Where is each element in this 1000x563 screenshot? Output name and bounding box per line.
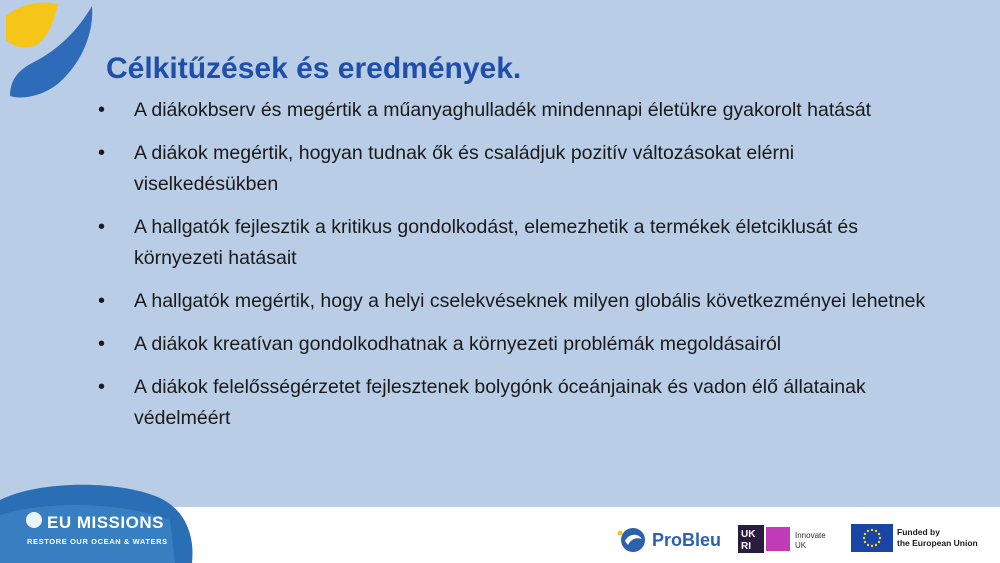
bullet-icon: •	[98, 99, 106, 121]
innovate-uk-label	[795, 531, 826, 551]
list-item	[98, 329, 928, 360]
innovate-line-1: Innovate	[795, 531, 826, 540]
eu-missions-subtitle: RESTORE OUR OCEAN & WATERS	[27, 537, 168, 546]
project-logo-icon	[0, 0, 100, 100]
list-item-text: A diákok felelősségérzetet fejlesztenek bolygónk óceánjainak és vadon élő állatainak védelméért	[134, 376, 866, 429]
eu-missions-title: EU MISSIONS	[47, 513, 164, 532]
ukri-logo-icon	[738, 525, 792, 553]
list-item	[98, 138, 928, 200]
list-item-text: A hallgatók megértik, hogy a helyi cselekvéseknek milyen globális következményei lehetnek	[134, 290, 926, 312]
list-item	[98, 95, 928, 126]
list-item-text: A diákok megértik, hogyan tudnak ők és családjuk pozitív változásokat elérni viselkedésükben	[134, 142, 795, 195]
list-item-text: A diákokbserv és megértik a műanyaghulladék mindennapi életükre gyakorolt hatását	[134, 99, 872, 121]
bullet-icon: •	[98, 376, 106, 398]
bullet-icon: •	[98, 333, 106, 355]
probleu-label: ProBleu	[652, 530, 722, 550]
funded-line-2: the European Union	[897, 538, 978, 548]
list-item	[98, 372, 928, 434]
slide-title: Célkitűzések és eredmények.	[106, 52, 522, 85]
bullet-icon: •	[98, 216, 106, 238]
svg-text:RI: RI	[741, 541, 751, 552]
objectives-list	[98, 95, 928, 446]
svg-text:UK: UK	[741, 529, 756, 540]
bullet-icon: •	[98, 142, 106, 164]
probleu-logo-icon	[616, 525, 650, 555]
funded-by-eu-label	[897, 527, 978, 549]
list-item-text: A hallgatók fejlesztik a kritikus gondolkodást, elemezhetik a termékek életciklusát és környezeti hatásait	[134, 216, 859, 269]
innovate-line-2: UK	[795, 541, 807, 550]
bullet-icon: •	[98, 290, 106, 312]
list-item	[98, 286, 928, 317]
list-item-text: A diákok kreatívan gondolkodhatnak a környezeti problémák megoldásairól	[134, 333, 782, 355]
eu-flag-icon	[851, 524, 893, 552]
list-item	[98, 212, 928, 274]
funded-line-1: Funded by	[897, 527, 940, 537]
